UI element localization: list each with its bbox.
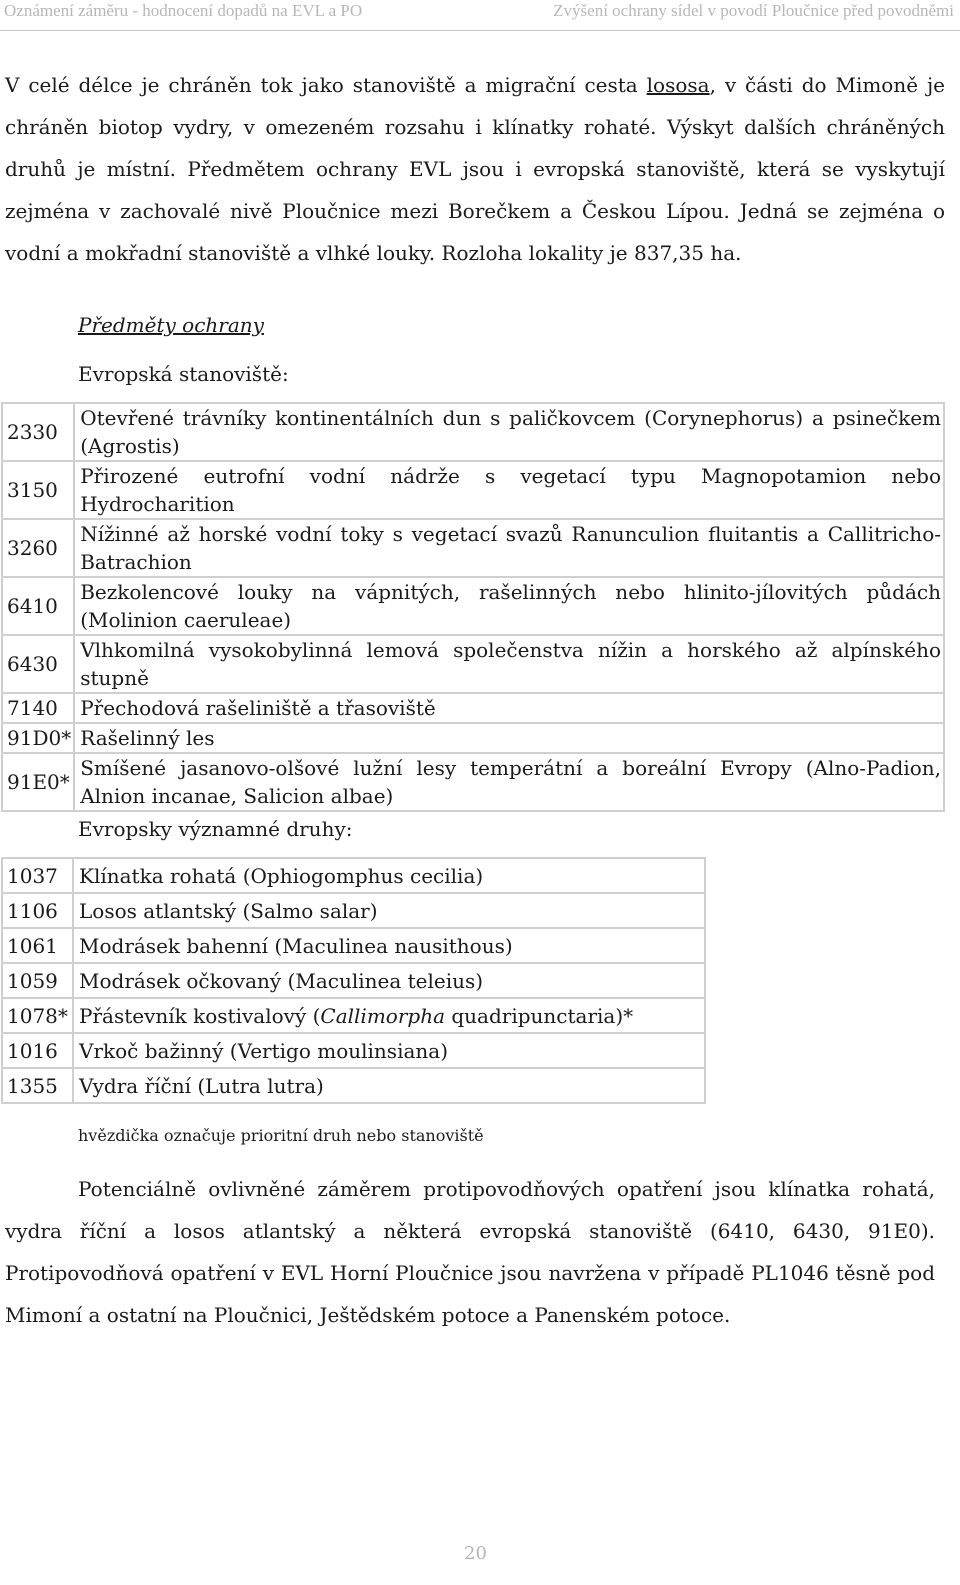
habitat-name: Smíšené jasanovo-olšové lužní lesy temperátní a boreální Evropy (Alno-Padion, Alnion incanae, Salicion albae)	[74, 753, 944, 811]
habitat-code: 3150	[2, 461, 74, 519]
species-code: 1037	[2, 858, 73, 893]
species-name: Klínatka rohatá (Ophiogomphus cecilia)	[73, 858, 705, 893]
species-code: 1061	[2, 928, 73, 963]
table-row	[2, 998, 705, 1033]
page-header	[0, 0, 960, 31]
habitats-table	[1, 402, 945, 812]
salmon-link[interactable]: lososa	[646, 73, 710, 97]
habitat-name: Vlhkomilná vysokobylinná lemová společenstva nížin a horského až alpínského stupně	[74, 635, 944, 693]
species-name: Vydra říční (Lutra lutra)	[73, 1068, 705, 1103]
habitat-code: 6410	[2, 577, 74, 635]
table-row	[2, 963, 705, 998]
table-row	[2, 403, 944, 461]
species-name: Modrásek očkovaný (Maculinea teleius)	[73, 963, 705, 998]
habitat-code: 3260	[2, 519, 74, 577]
species-code: 1059	[2, 963, 73, 998]
page-number: 20	[464, 1543, 487, 1564]
species-name-end: quadripunctaria)*	[445, 1003, 634, 1028]
species-name: Modrásek bahenní (Maculinea nausithous)	[73, 928, 705, 963]
table-row	[2, 753, 944, 811]
table-row	[2, 1068, 705, 1103]
habitat-name: Přirozené eutrofní vodní nádrže s vegetací typu Magnopotamion nebo Hydrocharition	[74, 461, 944, 519]
priority-footnote: hvězdička označuje prioritní druh nebo stanoviště	[78, 1126, 484, 1145]
habitat-name: Přechodová rašeliniště a třasoviště	[74, 693, 944, 723]
impact-text: Potenciálně ovlivněné záměrem protipovodňových opatření jsou klínatka rohatá, vydra říční a losos atlantský a některá evropská stanoviště (6410, 6430, 91E0). Protipovodňová opatření v EVL Horní Ploučnice jsou navržena v případě PL1046 těsně pod Mimoní a ostatní na Ploučnici, Ještědském potoce a Panenském potoce.	[5, 1177, 935, 1327]
table-row	[2, 635, 944, 693]
table-row	[2, 928, 705, 963]
species-heading: Evropsky významné druhy:	[78, 817, 353, 841]
species-code: 1016	[2, 1033, 73, 1068]
habitat-code: 91D0*	[2, 723, 74, 753]
header-document-title: Oznámení záměru - hodnocení dopadů na EVL a PO	[4, 1, 363, 20]
table-row	[2, 723, 944, 753]
habitats-heading: Evropská stanoviště:	[78, 362, 289, 386]
protection-objects-heading: Předměty ochrany	[78, 313, 264, 337]
table-row	[2, 693, 944, 723]
habitat-code: 91E0*	[2, 753, 74, 811]
habitat-name: Rašelinný les	[74, 723, 944, 753]
table-row	[2, 858, 705, 893]
species-name	[73, 998, 705, 1033]
habitat-name: Bezkolencové louky na vápnitých, rašelinných nebo hlinito-jílovitých půdách (Molinion caeruleae)	[74, 577, 944, 635]
intro-text-start: V celé délce je chráněn tok jako stanoviště a migrační cesta	[5, 73, 647, 97]
header-project-title: Zvýšení ochrany sídel v povodí Ploučnice před povodněmi	[553, 1, 954, 20]
impact-paragraph	[5, 1168, 935, 1336]
species-name-start: Přástevník kostivalový (	[79, 1003, 321, 1028]
intro-text-end: , v části do Mimoně je chráněn biotop vydry, v omezeném rozsahu i klínatky rohaté. Výskyt dalších chráněných druhů je místní. Předmětem ochrany EVL jsou i evropská stanoviště, která se vyskytují zejména v zachovalé nivě Ploučnice mezi Borečkem a Českou Lípou. Jedná se zejména o vodní a mokřadní stanoviště a vlhké louky. Rozloha lokality je 837,35 ha.	[5, 73, 945, 265]
habitat-code: 6430	[2, 635, 74, 693]
table-row	[2, 519, 944, 577]
species-table	[1, 857, 706, 1104]
table-row	[2, 577, 944, 635]
intro-paragraph	[5, 64, 945, 274]
habitat-code: 2330	[2, 403, 74, 461]
habitat-name: Otevřené trávníky kontinentálních dun s paličkovcem (Corynephorus) a psinečkem (Agrostis)	[74, 403, 944, 461]
species-code: 1078*	[2, 998, 73, 1033]
habitat-code: 7140	[2, 693, 74, 723]
table-row	[2, 461, 944, 519]
habitat-name: Nížinné až horské vodní toky s vegetací svazů Ranunculion fluitantis a Callitricho-Batrachion	[74, 519, 944, 577]
species-name: Losos atlantský (Salmo salar)	[73, 893, 705, 928]
species-code: 1355	[2, 1068, 73, 1103]
species-name: Vrkoč bažinný (Vertigo moulinsiana)	[73, 1033, 705, 1068]
species-genus-italic: Callimorpha	[320, 1003, 445, 1028]
table-row	[2, 1033, 705, 1068]
species-code: 1106	[2, 893, 73, 928]
table-row	[2, 893, 705, 928]
